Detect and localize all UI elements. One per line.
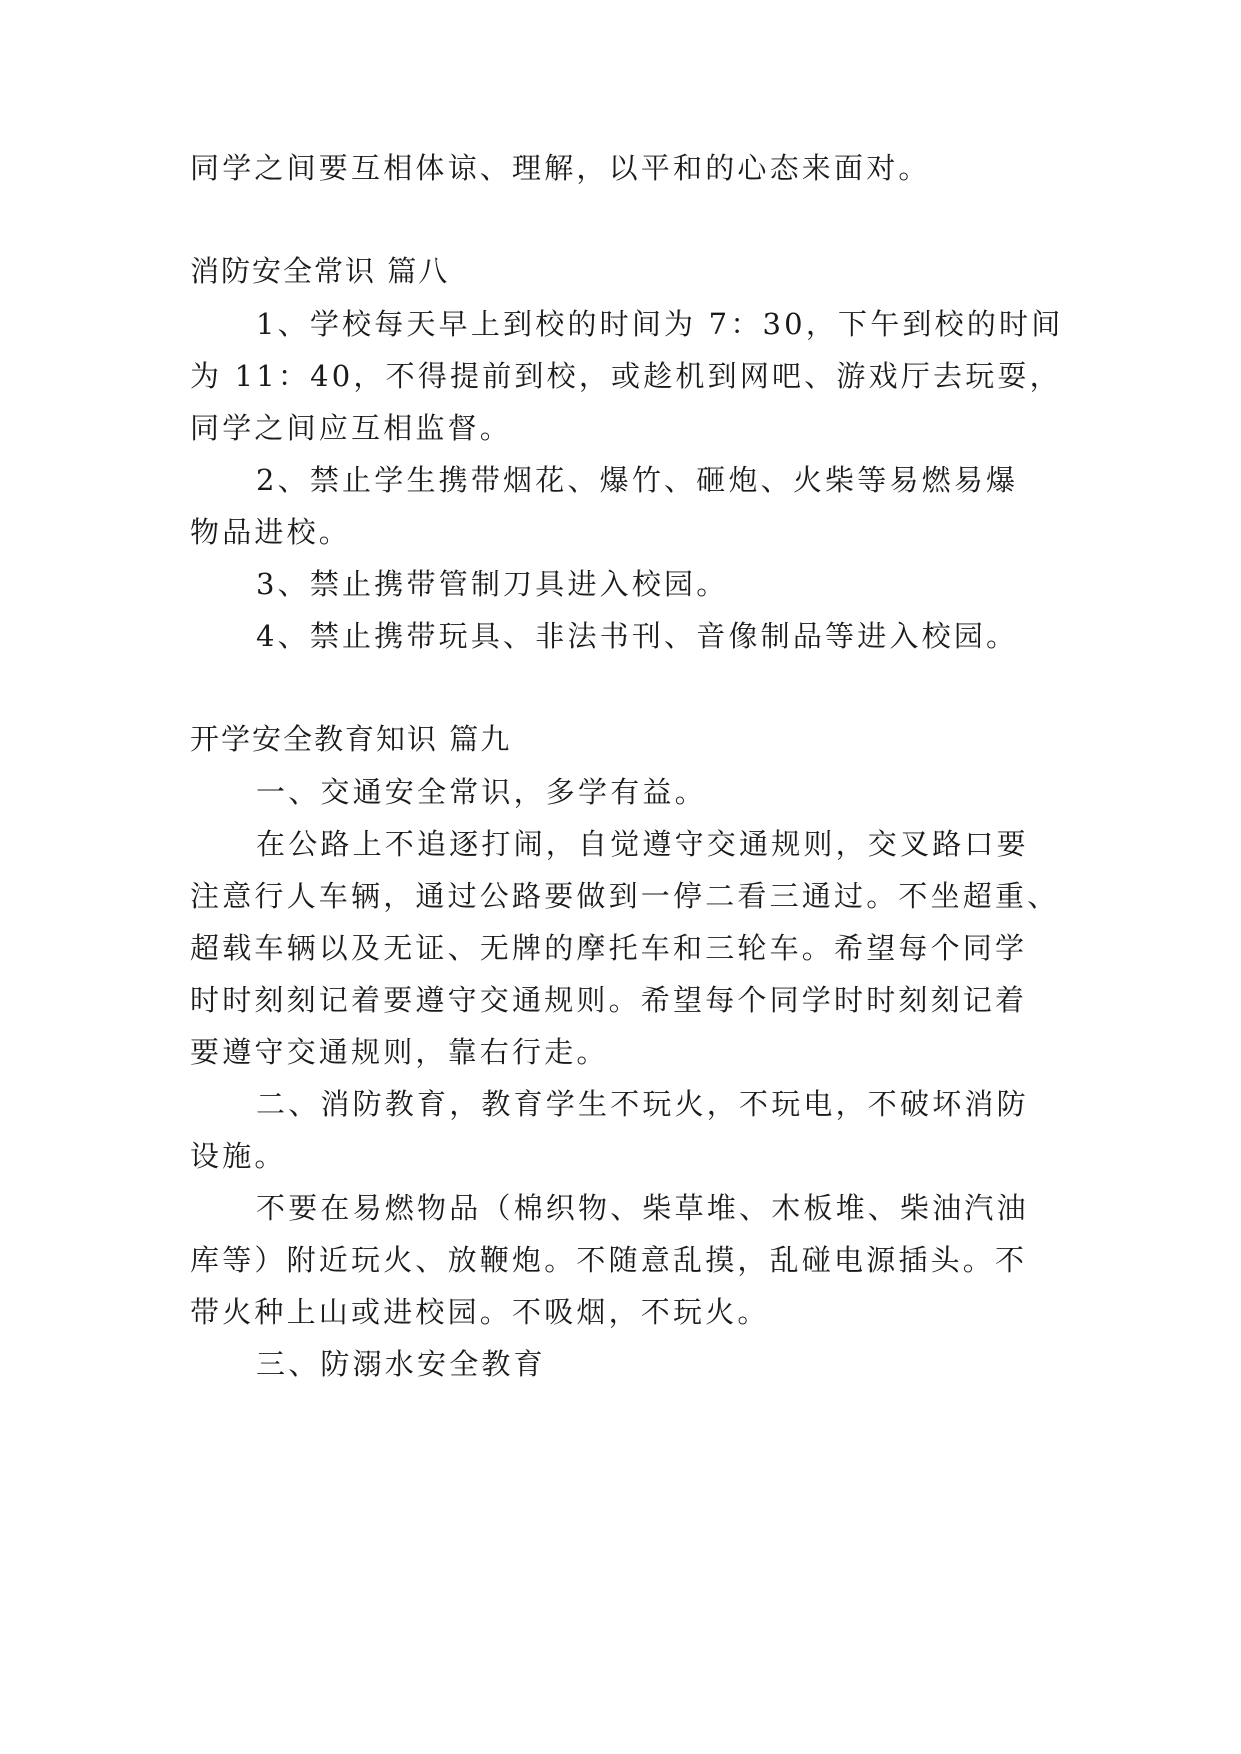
paragraph-line: 同学之间要互相体谅、理解，以平和的心态来面对。 xyxy=(190,151,931,185)
paragraph-line: 物品进校。 xyxy=(190,515,352,549)
paragraph-line: 1、学校每天早上到校的时间为 7：30，下午到校的时间 xyxy=(256,307,1064,341)
paragraph-line: 2、禁止学生携带烟花、爆竹、砸炮、火柴等易燃易爆 xyxy=(256,463,1019,497)
paragraph-line: 时时刻刻记着要遵守交通规则。希望每个同学时时刻刻记着 xyxy=(190,983,1028,1017)
paragraph-line: 一、交通安全常识，多学有益。 xyxy=(256,775,707,809)
paragraph-line: 同学之间应互相监督。 xyxy=(190,411,513,445)
paragraph-line: 为 11：40，不得提前到校，或趁机到网吧、游戏厅去玩耍， xyxy=(190,359,1062,393)
paragraph-line: 二、消防教育，教育学生不玩火，不玩电，不破坏消防 xyxy=(256,1087,1029,1121)
paragraph-line: 设施。 xyxy=(190,1139,287,1173)
paragraph-line: 3、禁止携带管制刀具进入校园。 xyxy=(256,567,729,601)
section-title: 消防安全常识 篇八 xyxy=(190,254,450,288)
paragraph-line: 要遵守交通规则，靠右行走。 xyxy=(190,1035,609,1069)
paragraph-line: 三、防溺水安全教育 xyxy=(256,1347,546,1381)
paragraph-line: 在公路上不追逐打闹，自觉遵守交通规则，交叉路口要 xyxy=(256,827,1029,861)
paragraph-line: 带火种上山或进校园。不吸烟，不玩火。 xyxy=(190,1295,770,1329)
section-title: 开学安全教育知识 篇九 xyxy=(190,722,512,756)
paragraph-line: 不要在易燃物品（棉织物、柴草堆、木板堆、柴油汽油 xyxy=(256,1191,1029,1225)
paragraph-line: 超载车辆以及无证、无牌的摩托车和三轮车。希望每个同学 xyxy=(190,931,1028,965)
paragraph-line: 注意行人车辆，通过公路要做到一停二看三通过。不坐超重、 xyxy=(190,879,1060,913)
paragraph-line: 4、禁止携带玩具、非法书刊、音像制品等进入校园。 xyxy=(256,619,1019,653)
paragraph-line: 库等）附近玩火、放鞭炮。不随意乱摸，乱碰电源插头。不 xyxy=(190,1243,1028,1277)
